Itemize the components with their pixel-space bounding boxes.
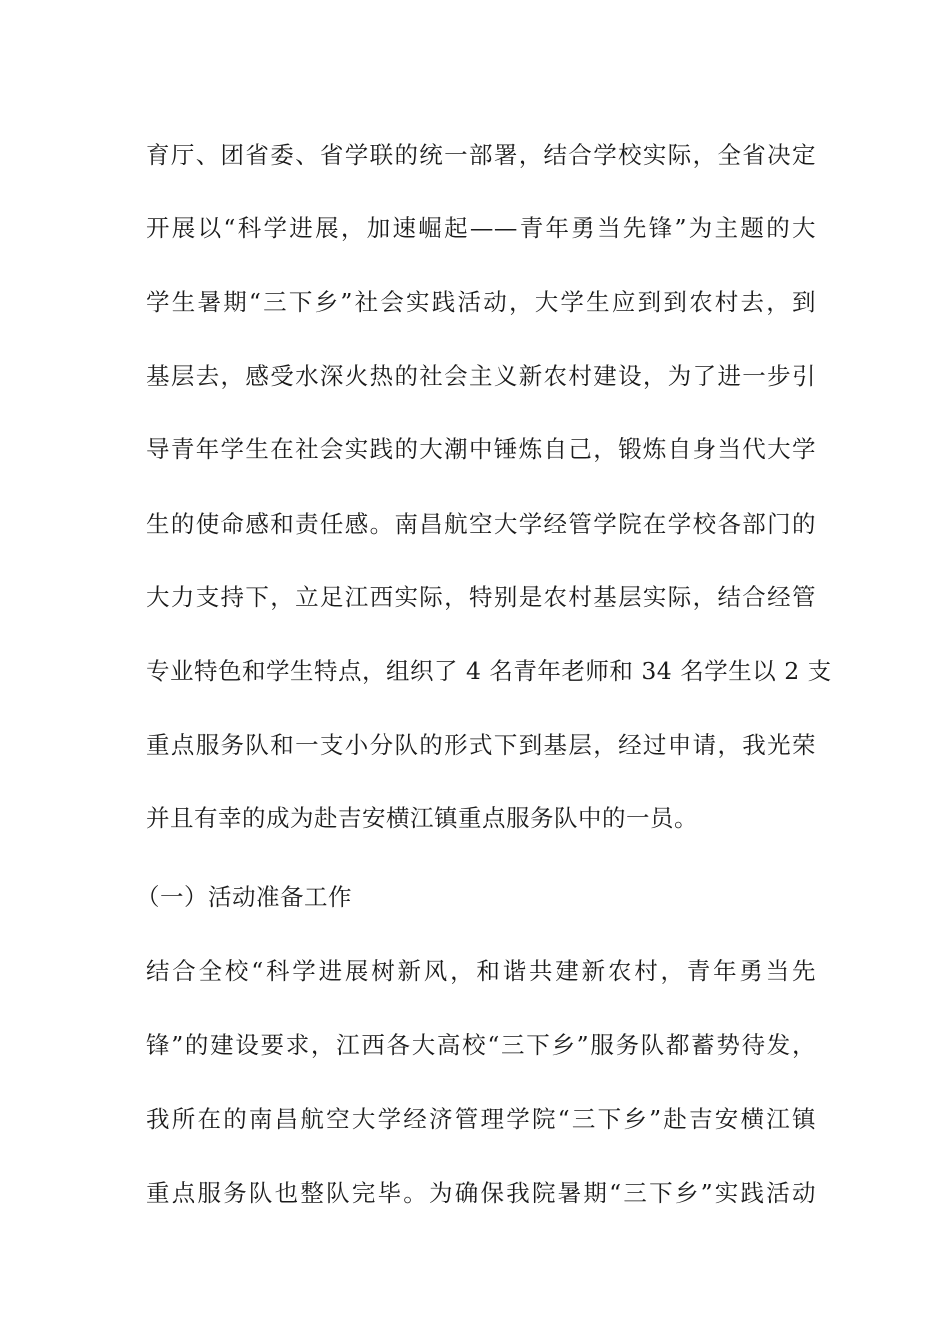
body-text-line: 专业特色和学生特点，组织了 4 名青年老师和 34 名学生以 2 支 bbox=[146, 657, 832, 685]
body-text-line: 锋”的建设要求，江西各大高校“三下乡”服务队都蓄势待发， bbox=[146, 1031, 816, 1059]
body-text-line: 基层去，感受水深火热的社会主义新农村建设，为了进一步引 bbox=[146, 362, 816, 390]
section-heading: （一）活动准备工作 bbox=[136, 883, 352, 911]
body-text-line: 生的使命感和责任感。南昌航空大学经管学院在学校各部门的 bbox=[146, 510, 816, 538]
body-text-line: 重点服务队也整队完毕。为确保我院暑期“三下乡”实践活动 bbox=[146, 1179, 816, 1207]
body-text-line: 育厅、团省委、省学联的统一部署，结合学校实际，全省决定 bbox=[146, 141, 816, 169]
body-text-line: 重点服务队和一支小分队的形式下到基层，经过申请，我光荣 bbox=[146, 731, 816, 759]
body-text-line: 并且有幸的成为赴吉安横江镇重点服务队中的一员。 bbox=[146, 804, 698, 832]
body-text-line: 结合全校“科学进展树新风，和谐共建新农村，青年勇当先 bbox=[146, 957, 816, 985]
body-text-line: 开展以“科学进展，加速崛起——青年勇当先锋”为主题的大 bbox=[146, 214, 816, 242]
body-text-line: 大力支持下，立足江西实际，特别是农村基层实际，结合经管 bbox=[146, 583, 816, 611]
body-text-line: 学生暑期“三下乡”社会实践活动，大学生应到到农村去，到 bbox=[146, 288, 816, 316]
body-text-line: 我所在的南昌航空大学经济管理学院“三下乡”赴吉安横江镇 bbox=[146, 1105, 816, 1133]
body-text-line: 导青年学生在社会实践的大潮中锤炼自己，锻炼自身当代大学 bbox=[146, 435, 816, 463]
